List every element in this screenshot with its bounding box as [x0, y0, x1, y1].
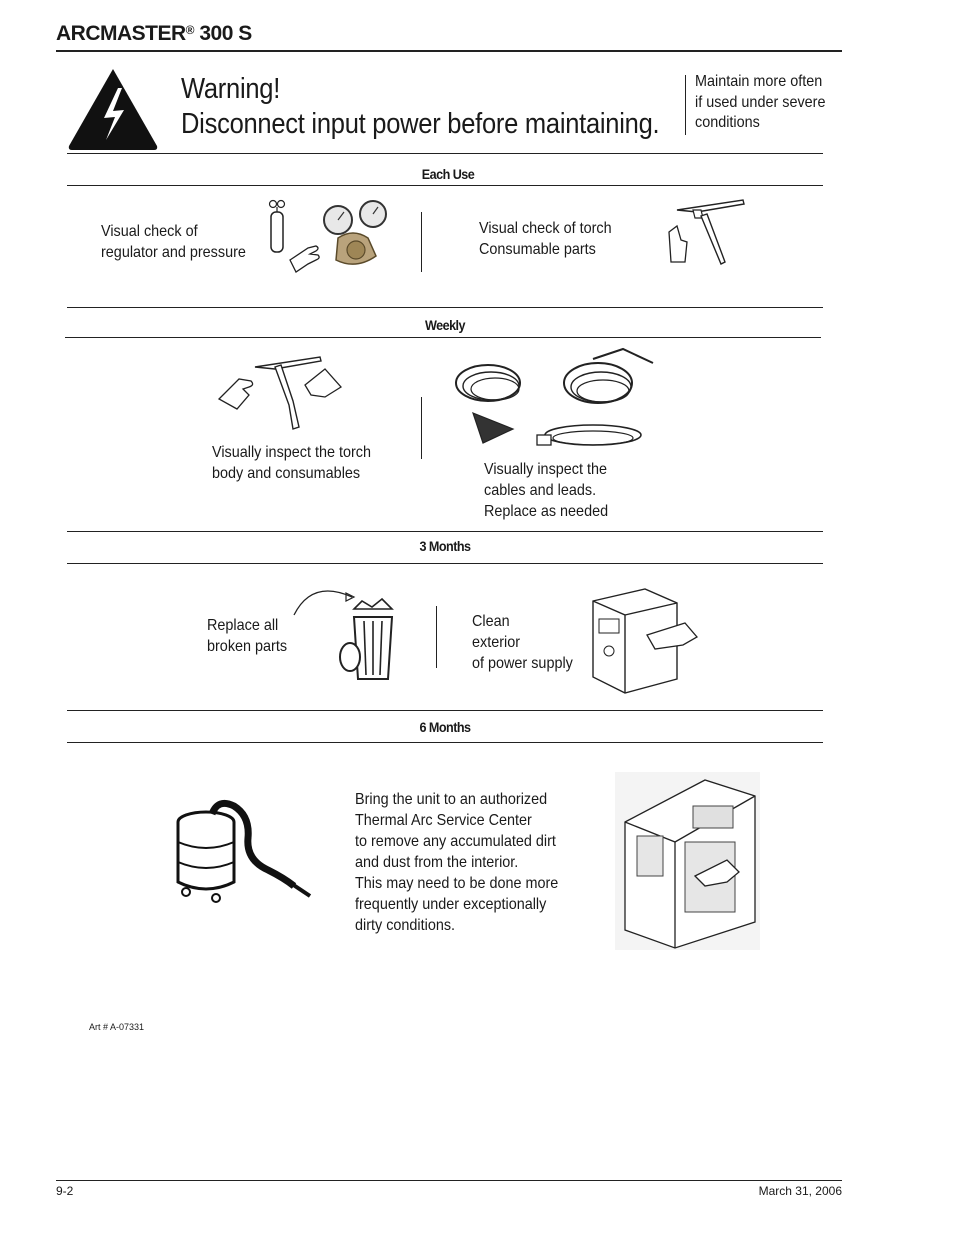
caption-line: to remove any accumulated dirt [355, 833, 556, 850]
three-months-right-caption [472, 611, 573, 674]
section-rule [67, 531, 823, 532]
electrical-hazard-icon [66, 66, 160, 152]
caption-line: body and consumables [212, 465, 361, 482]
caption-line: Visually inspect the torch [212, 444, 372, 461]
torch-inspect-icon [215, 355, 350, 430]
power-supply-icon [585, 585, 700, 695]
cables-and-leads-icon [453, 343, 658, 453]
caption-line: frequently under exceptionally [355, 896, 547, 913]
caption-line: Clean [472, 613, 510, 630]
section-divider [421, 212, 422, 272]
caption-line: Visually inspect the [484, 461, 608, 478]
section-title-3-months: 3 Months [419, 538, 471, 554]
severe-note-line: conditions [695, 114, 760, 131]
weekly-right-caption [484, 459, 608, 522]
power-supply-interior-icon [615, 772, 760, 950]
caption-line: Visual check of [101, 223, 198, 240]
publication-date: March 31, 2006 [758, 1184, 842, 1198]
severe-note-divider [685, 75, 686, 135]
warning-heading: Warning! [181, 73, 281, 105]
section-rule [67, 563, 823, 564]
vacuum-cleaner-icon [172, 800, 317, 905]
three-months-left-caption [207, 615, 287, 657]
severe-note-line: Maintain more often [695, 73, 823, 90]
section-divider [421, 397, 422, 459]
severe-note-line: if used under severe [695, 93, 826, 111]
caption-line: cables and leads. [484, 482, 597, 499]
trash-can-icon [292, 585, 402, 683]
section-rule [67, 153, 823, 154]
caption-line: and dust from the interior. [355, 854, 519, 871]
section-rule [67, 185, 823, 186]
six-months-caption [355, 789, 558, 936]
model-name: 300 S [199, 22, 252, 45]
section-rule [65, 337, 821, 338]
section-divider [436, 606, 437, 668]
footer-rule [56, 1180, 842, 1181]
weekly-left-caption [212, 442, 371, 484]
caption-line: regulator and pressure [101, 244, 246, 261]
caption-line: exterior [472, 634, 521, 651]
brand-name: ARCMASTER [56, 22, 186, 45]
header-rule [56, 50, 842, 52]
document-title [56, 22, 252, 46]
caption-line: broken parts [207, 638, 288, 655]
section-title-weekly: Weekly [425, 317, 465, 333]
caption-line: Bring the unit to an authorized [355, 791, 548, 808]
severe-note [695, 72, 825, 134]
section-rule [67, 710, 823, 711]
torch-icon [665, 196, 749, 270]
warning-text [181, 72, 659, 142]
caption-line: Consumable parts [479, 241, 596, 258]
gas-regulator-icon [268, 198, 398, 280]
caption-line: Replace all [207, 617, 279, 634]
caption-line: dirty conditions. [355, 917, 456, 934]
caption-line: Visual check of torch [479, 220, 612, 237]
section-title-6-months: 6 Months [419, 719, 471, 735]
registered-mark: ® [185, 23, 195, 37]
section-rule [67, 307, 823, 308]
each-use-left-caption [101, 221, 246, 263]
caption-line: Replace as needed [484, 503, 609, 520]
caption-line: Thermal Arc Service Center [355, 812, 532, 829]
section-rule [67, 742, 823, 743]
warning-message: Disconnect input power before maintaining. [181, 108, 660, 140]
caption-line: This may need to be done more [355, 875, 559, 892]
each-use-right-caption [479, 218, 612, 260]
caption-line: of power supply [472, 655, 573, 672]
art-number: Art # A-07331 [89, 1022, 145, 1032]
page-number: 9-2 [56, 1184, 74, 1198]
section-title-each-use: Each Use [421, 166, 475, 182]
